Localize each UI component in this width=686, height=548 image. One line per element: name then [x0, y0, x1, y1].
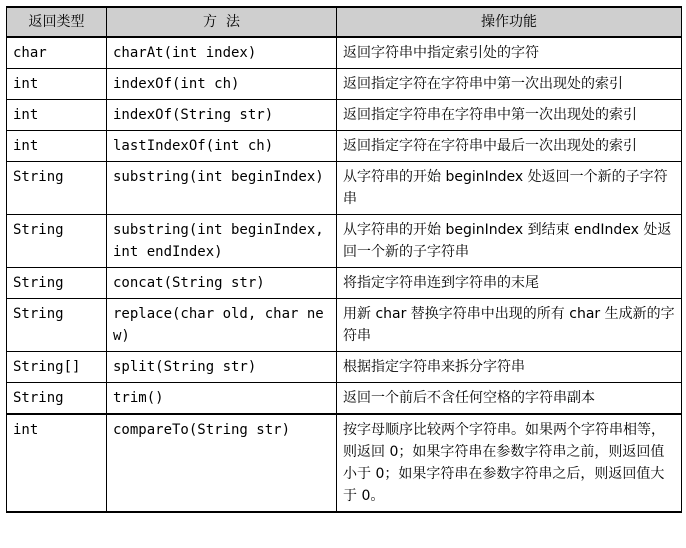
- description-cell: 从字符串的开始 beginIndex 到结束 endIndex 处返回一个新的子字符串: [337, 215, 682, 268]
- method-cell: split(String str): [107, 352, 337, 383]
- table-row: [7, 414, 682, 512]
- return-type-cell: int: [7, 414, 107, 512]
- table-row: [7, 162, 682, 215]
- header-function: 操作功能: [337, 7, 682, 37]
- return-type-cell: String: [7, 215, 107, 268]
- method-cell: substring(int beginIndex,int endIndex): [107, 215, 337, 268]
- table-row: [7, 268, 682, 299]
- return-type-cell: String: [7, 268, 107, 299]
- description-cell: 返回指定字符串在字符串中第一次出现处的索引: [337, 100, 682, 131]
- table-row: [7, 383, 682, 415]
- header-return-type: 返回类型: [7, 7, 107, 37]
- string-methods-table: [6, 6, 682, 513]
- method-cell: indexOf(int ch): [107, 69, 337, 100]
- return-type-cell: int: [7, 131, 107, 162]
- method-cell: charAt(int index): [107, 37, 337, 69]
- return-type-cell: int: [7, 69, 107, 100]
- table-row: [7, 215, 682, 268]
- description-cell: 从字符串的开始 beginIndex 处返回一个新的子字符串: [337, 162, 682, 215]
- method-cell: compareTo(String str): [107, 414, 337, 512]
- method-cell: indexOf(String str): [107, 100, 337, 131]
- description-cell: 返回指定字符在字符串中最后一次出现处的索引: [337, 131, 682, 162]
- return-type-cell: String[]: [7, 352, 107, 383]
- return-type-cell: String: [7, 162, 107, 215]
- description-cell: 返回字符串中指定索引处的字符: [337, 37, 682, 69]
- return-type-cell: String: [7, 299, 107, 352]
- description-cell: 按字母顺序比较两个字符串。如果两个字符串相等，则返回 0；如果字符串在参数字符串之前，则返回值小于 0；如果字符串在参数字符串之后，则返回值大于 0。: [337, 414, 682, 512]
- table-row: [7, 100, 682, 131]
- method-cell: trim(): [107, 383, 337, 415]
- table-row: [7, 131, 682, 162]
- table-row: [7, 37, 682, 69]
- description-cell: 根据指定字符串来拆分字符串: [337, 352, 682, 383]
- header-method: 方 法: [107, 7, 337, 37]
- method-cell: replace(char old, char new): [107, 299, 337, 352]
- table-row: [7, 299, 682, 352]
- return-type-cell: char: [7, 37, 107, 69]
- description-cell: 将指定字符串连到字符串的末尾: [337, 268, 682, 299]
- description-cell: 用新 char 替换字符串中出现的所有 char 生成新的字符串: [337, 299, 682, 352]
- description-cell: 返回指定字符在字符串中第一次出现处的索引: [337, 69, 682, 100]
- table-row: [7, 352, 682, 383]
- method-cell: concat(String str): [107, 268, 337, 299]
- description-cell: 返回一个前后不含任何空格的字符串副本: [337, 383, 682, 415]
- table-row: [7, 69, 682, 100]
- return-type-cell: int: [7, 100, 107, 131]
- return-type-cell: String: [7, 383, 107, 415]
- method-cell: lastIndexOf(int ch): [107, 131, 337, 162]
- table-header-row: [7, 7, 682, 37]
- method-cell: substring(int beginIndex): [107, 162, 337, 215]
